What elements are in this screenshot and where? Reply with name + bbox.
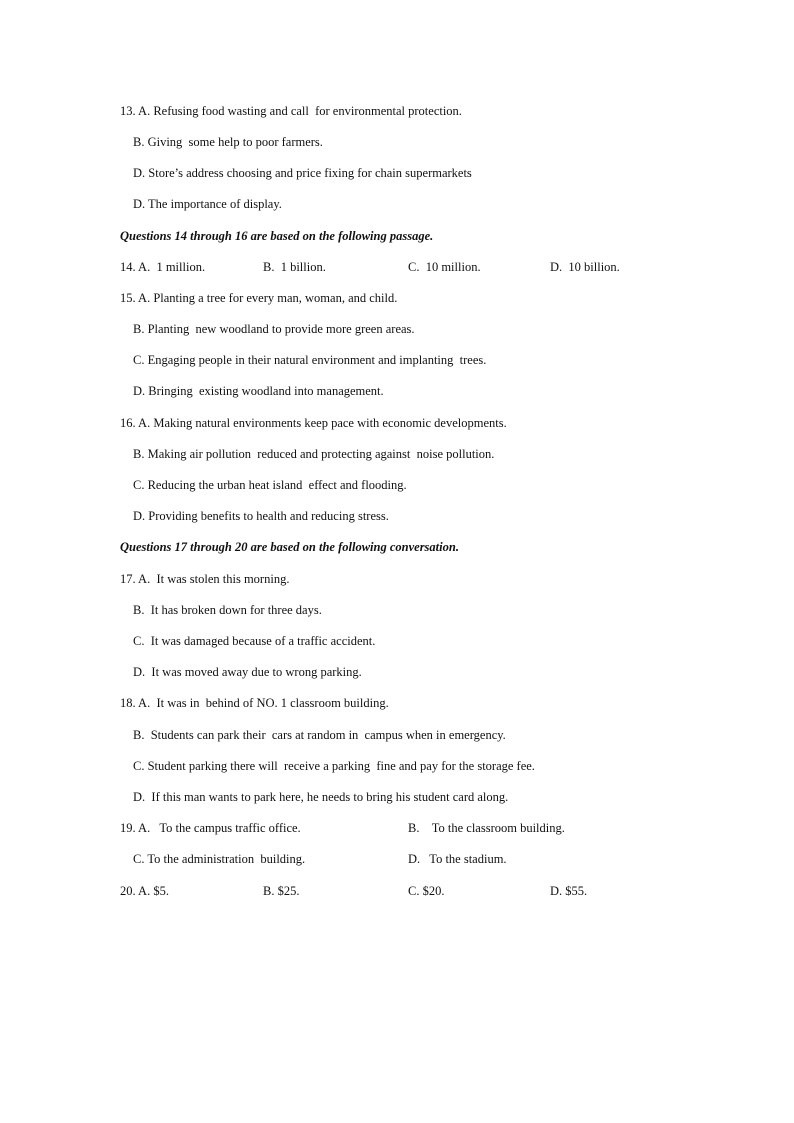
section-heading-passage: Questions 14 through 16 are based on the following passage. <box>120 229 434 243</box>
q14-option-b: B. 1 billion. <box>263 260 326 274</box>
q18-option-a: 18. A. It was in behind of NO. 1 classroom building. <box>120 696 389 710</box>
q13-option-c: D. Store’s address choosing and price fixing for chain supermarkets <box>133 166 472 180</box>
q15-option-d: D. Bringing existing woodland into management. <box>133 384 384 398</box>
q20-option-d: D. $55. <box>550 884 588 898</box>
q20-option-c: C. $20. <box>408 884 445 898</box>
q17-option-a: 17. A. It was stolen this morning. <box>120 572 290 586</box>
q19-option-a: 19. A. To the campus traffic office. <box>120 821 301 835</box>
q15-option-a: 15. A. Planting a tree for every man, woman, and child. <box>120 291 398 305</box>
q13-option-d: D. The importance of display. <box>133 197 282 211</box>
q16-option-b: B. Making air pollution reduced and protecting against noise pollution. <box>133 447 495 461</box>
q16-option-c: C. Reducing the urban heat island effect and flooding. <box>133 478 407 492</box>
q14-option-a: 14. A. 1 million. <box>120 260 206 274</box>
section-heading-conversation: Questions 17 through 20 are based on the following conversation. <box>120 540 459 554</box>
q15-option-b: B. Planting new woodland to provide more green areas. <box>133 322 415 336</box>
q18-option-d: D. If this man wants to park here, he needs to bring his student card along. <box>133 790 509 804</box>
q17-option-d: D. It was moved away due to wrong parking. <box>133 665 362 679</box>
q13-option-b: B. Giving some help to poor farmers. <box>133 135 323 149</box>
q15-option-c: C. Engaging people in their natural environment and implanting trees. <box>133 353 487 367</box>
q20-option-a: 20. A. $5. <box>120 884 169 898</box>
q19-option-d: D. To the stadium. <box>408 852 507 866</box>
q20-option-b: B. $25. <box>263 884 300 898</box>
q18-option-b: B. Students can park their cars at random in campus when in emergency. <box>133 728 506 742</box>
q14-option-d: D. 10 billion. <box>550 260 620 274</box>
q14-option-c: C. 10 million. <box>408 260 481 274</box>
q17-option-b: B. It has broken down for three days. <box>133 603 322 617</box>
q19-option-c: C. To the administration building. <box>133 852 306 866</box>
q17-option-c: C. It was damaged because of a traffic accident. <box>133 634 376 648</box>
q16-option-a: 16. A. Making natural environments keep pace with economic developments. <box>120 416 507 430</box>
q19-option-b: B. To the classroom building. <box>408 821 565 835</box>
q13-option-a: 13. A. Refusing food wasting and call for environmental protection. <box>120 104 462 118</box>
q18-option-c: C. Student parking there will receive a parking fine and pay for the storage fee. <box>133 759 535 773</box>
q16-option-d: D. Providing benefits to health and reducing stress. <box>133 509 389 523</box>
